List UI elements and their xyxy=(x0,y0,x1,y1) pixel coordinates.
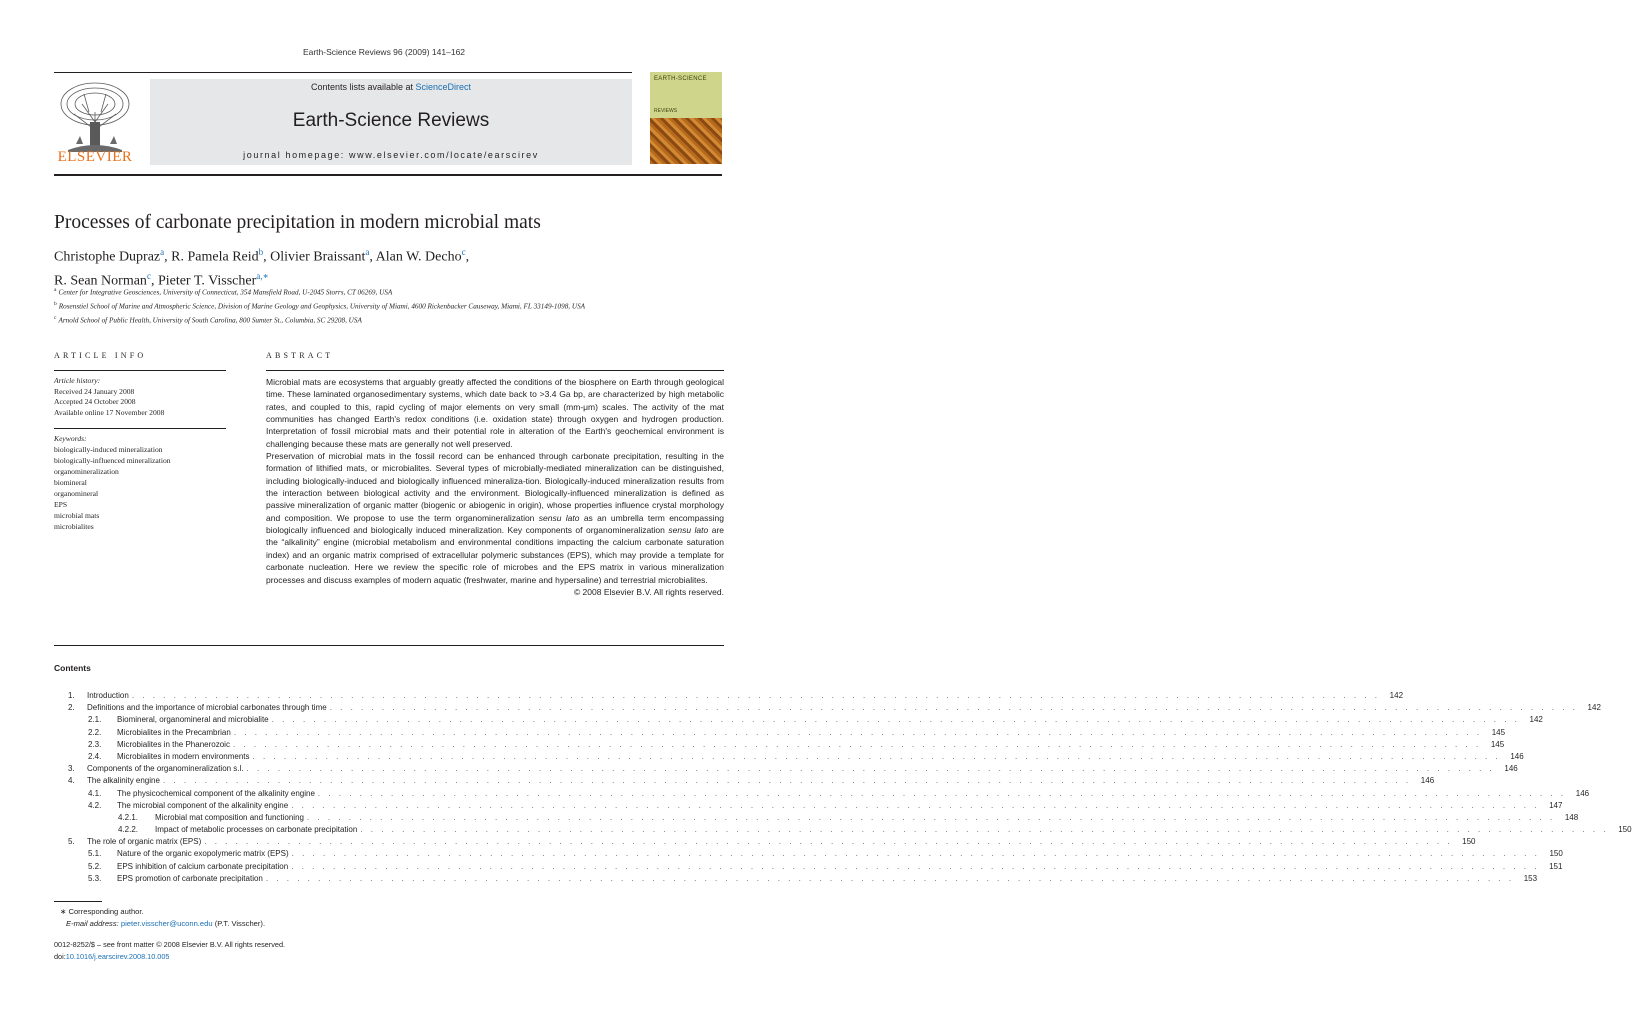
article-history xyxy=(54,376,226,418)
doi-prefix: doi: xyxy=(54,951,66,961)
toc-page-number: 142 xyxy=(1587,703,1601,713)
toc-title: Microbialites in modern environments xyxy=(117,751,250,761)
footnote-rule xyxy=(54,901,102,902)
toc-page-number: 146 xyxy=(1504,764,1518,774)
toc-title: The physicochemical component of the alkalinity engine xyxy=(117,788,315,798)
abstract-text: Preservation of microbial mats in the fossil record can be enhanced through carbonate precipitation, resulting in the formation of lithified mats, or microbialites. Several types of microbially-mediated mineralization can be distinguished, including biologically-induced and biologically influenced mineraliza-tion. Biologically-induced mineralization results from the interaction between biological activity and the environment. Biologically-influenced mineralization is defined as passive mineralization of organic matter (biogenic or abiogenic in origin), whose properties influence crystal morphology and composition. We propose to use the term organomineralization xyxy=(266,451,724,523)
toc-entry[interactable] xyxy=(54,751,1524,763)
author: Christophe Dupraz xyxy=(54,249,161,265)
article-info-heading: ARTICLE INFO xyxy=(54,351,147,360)
abstract-heading: ABSTRACT xyxy=(266,351,334,360)
abstract-copyright: © 2008 Elsevier B.V. All rights reserved. xyxy=(573,586,724,597)
abstract-paragraph-1: Microbial mats are ecosystems that arguably greatly affected the conditions of the biosphere on Earth through geological time. These laminated organosedimentary systems, which date back to >3.4 Ga bp, are characterized by high metabolic rates, and coupled to this, rapid cycling of major elements on very small (mm-μm) scales. The activity of the mat communities has changed Earth's redox conditions (i.e. oxidation state) through oxygen and hydrogen production. Interpretation of fossil microbial mats and their potential role in alteration of the Earth's geochemical environment is challenging because these mats are generally not well preserved. xyxy=(266,377,724,449)
toc-title: Microbialites in the Precambrian xyxy=(117,727,231,737)
toc-number: 4.2. xyxy=(88,800,102,810)
journal-homepage[interactable]: journal homepage: www.elsevier.com/locate/earscirev xyxy=(243,150,539,160)
toc-title: EPS inhibition of calcium carbonate precipitation xyxy=(117,861,289,871)
toc-title: Definitions and the importance of microbial carbonates through time xyxy=(87,703,327,713)
toc-number: 5.3. xyxy=(88,873,102,883)
toc-entry[interactable] xyxy=(54,690,1404,702)
abstract-text: are the “alkalinity” engine (microbial metabolism and environmental conditions impacting the calcium carbonate saturation index) and an organic matrix comprised of extracellular polymeric substances (EPS), which may provide a template for carbonate nucleation. Here we review the specific role of microbes and the EPS matrix in various mineralization processes and discuss examples of modern aquatic (freshwater, marine and hypersaline) and terrestrial microbialites. xyxy=(266,525,725,585)
toc-page-number: 147 xyxy=(1549,800,1563,810)
affiliation xyxy=(54,313,585,327)
toc-entry[interactable] xyxy=(54,848,1563,860)
header-rule-bottom xyxy=(54,174,722,176)
toc-page-number: 151 xyxy=(1549,861,1563,871)
toc-entry[interactable] xyxy=(54,788,1590,800)
toc-title: Biomineral, organomineral and microbialite xyxy=(117,715,269,725)
author-affiliation-mark[interactable]: c xyxy=(461,247,466,257)
author-affiliation-mark[interactable]: c xyxy=(146,270,151,281)
article-info-rule xyxy=(54,370,226,371)
affiliations xyxy=(54,285,585,327)
keyword: biologically-influenced mineralization xyxy=(54,456,171,465)
toc-leader: . . . . . . . . . . . . . . . . . . . . . . . . . . . . . . . . . . . . . . . . . . . . . . . . . . . . . . . . . . . . . . . . . . . . . . . . . . . . . . . . . . . . . . . . . . . . . . . . . . . . . . . . . . . . . . . . . . . . . . . . xyxy=(306,812,1556,822)
toc-title: Components of the organomineralization s.l. xyxy=(87,764,244,774)
toc-number: 2.1. xyxy=(88,715,102,725)
affiliation-mark: a xyxy=(54,287,57,293)
corresponding-author-note: ∗ Corresponding author. xyxy=(60,907,144,916)
author: R. Pamela Reid xyxy=(171,249,259,265)
authors-line-2: R. Sean Norman$^c$, Pieter T. Visscher$^{a,∗}$ xyxy=(54,270,269,289)
keyword: organomineralization xyxy=(54,467,119,476)
issn-line: 0012-8252/$ – see front matter © 2008 Elsevier B.V. All rights reserved. xyxy=(54,940,286,949)
toc-number: 5.1. xyxy=(88,849,102,859)
toc-title: Impact of metabolic processes on carbonate precipitation xyxy=(155,825,358,835)
abstract-rule xyxy=(266,370,724,371)
elsevier-wordmark: ELSEVIER xyxy=(57,149,133,165)
toc-number: 2. xyxy=(68,703,75,713)
keyword: microbialites xyxy=(54,522,94,531)
abstract-italic: sensu lato xyxy=(668,525,709,536)
toc-page-number: 145 xyxy=(1490,739,1505,749)
toc-page-number: 146 xyxy=(1510,751,1524,761)
authors-line-1: Christophe Dupraz$^a$, R. Pamela Reid$^b$, Olivier Braissant$^a$, Alan W. Decho$^c$, xyxy=(54,247,470,265)
toc-leader: . . . . . . . . . . . . . . . . . . . . . . . . . . . . . . . . . . . . . . . . . . . . . . . . . . . . . . . . . . . . . . . . . . . . . . . . . . . . . . . . . . . . . . . . . . . . . . . . . . . . . . . . . . . . . . . . . . . . . . . . xyxy=(162,776,1412,786)
history-online: Available online 17 November 2008 xyxy=(54,407,165,417)
toc-title: Microbial mat composition and functioning xyxy=(155,812,304,822)
affiliation-text: Rosenstiel School of Marine and Atmospheric Science, Division of Marine Geology and Geophysics, University of Miami, 4600 Rickenbacker Causeway, Miami, FL 33149-1098, USA xyxy=(58,302,586,311)
doi-link[interactable]: 10.1016/j.earscirev.2008.10.005 xyxy=(65,951,170,961)
toc-page-number: 150 xyxy=(1618,825,1632,835)
affiliation xyxy=(54,285,585,299)
contents-heading: Contents xyxy=(54,663,91,673)
toc-title: Nature of the organic exopolymeric matrix (EPS) xyxy=(117,849,289,859)
toc-number: 4.2.2. xyxy=(118,825,139,835)
email-note xyxy=(54,918,265,930)
toc-leader: . . . . . . . . . . . . . . . . . . . . . . . . . . . . . . . . . . . . . . . . . . . . . . . . . . . . . . . . . . . . . . . . . . . . . . . . . . . . . . . . . . . . . . . . . . . . . . . . . . . . . . . . . . . . . . . . . . . . . . . . xyxy=(329,703,1578,713)
history-label: Article history: xyxy=(54,376,101,385)
abstract-body xyxy=(266,376,724,598)
abstract-paragraph-2 xyxy=(266,450,724,586)
toc-page-number: 145 xyxy=(1491,727,1506,737)
affiliation-text: Center for Integrative Geosciences, University of Connecticut, 354 Mansfield Road, U-2045 Storrs, CT 06269, USA xyxy=(58,288,393,297)
toc-entry[interactable] xyxy=(54,800,1563,812)
abstract-end-rule xyxy=(54,645,724,646)
doi-line xyxy=(54,951,285,963)
keyword: organomineral xyxy=(54,489,99,498)
toc-leader: . . . . . . . . . . . . . . . . . . . . . . . . . . . . . . . . . . . . . . . . . . . . . . . . . . . . . . . . . . . . . . . . . . . . . . . . . . . . . . . . . . . . . . . . . . . . . . . . . . . . . . . . . . . . . . . . . . . . . . . . xyxy=(360,825,1609,835)
author: Pieter T. Visscher xyxy=(157,273,257,289)
toc-entry[interactable] xyxy=(54,714,1543,726)
toc-page-number: 142 xyxy=(1389,691,1404,700)
toc-title: Microbialites in the Phanerozoic xyxy=(117,739,230,749)
affiliation-mark: c xyxy=(54,314,57,321)
toc-title: The microbial component of the alkalinity engine xyxy=(117,800,289,810)
author-affiliation-mark[interactable]: b xyxy=(258,247,264,257)
header-rule-top xyxy=(54,72,632,73)
toc-title: Introduction xyxy=(87,691,129,700)
issn-block xyxy=(54,939,285,962)
keyword: biologically-induced mineralization xyxy=(54,445,163,454)
toc-number: 4.1. xyxy=(88,788,102,798)
toc-leader: . . . . . . . . . . . . . . . . . . . . . . . . . . . . . . . . . . . . . . . . . . . . . . . . . . . . . . . . . . . . . . . . . . . . . . . . . . . . . . . . . . . . . . . . . . . . . . . . . . . . . . . . . . . . . . . . . . . . . . . . xyxy=(131,691,1381,700)
history-received: Received 24 January 2008 xyxy=(54,386,135,396)
cover-title: EARTH-SCIENCE xyxy=(654,76,707,82)
author: R. Sean Norman xyxy=(54,273,147,289)
table-of-contents xyxy=(54,690,1632,885)
contents-line xyxy=(150,82,632,92)
author: Olivier Braissant xyxy=(270,249,366,265)
toc-number: 2.3. xyxy=(88,739,102,749)
toc-entry[interactable] xyxy=(54,824,1632,836)
toc-page-number: 150 xyxy=(1549,849,1563,859)
author-affiliation-mark[interactable]: a xyxy=(365,247,370,257)
toc-entry[interactable] xyxy=(54,739,1505,751)
author-affiliation-mark[interactable]: a xyxy=(160,247,165,257)
toc-number: 2.2. xyxy=(88,727,102,737)
journal-title: Earth-Science Reviews xyxy=(292,110,490,131)
toc-leader: . . . . . . . . . . . . . . . . . . . . . . . . . . . . . . . . . . . . . . . . . . . . . . . . . . . . . . . . . . . . . . . . . . . . . . . . . . . . . . . . . . . . . . . . . . . . . . . . . . . . . . . . . . . . . . . . . . . . . . . . xyxy=(246,764,1495,774)
abstract-italic: sensu lato xyxy=(538,512,580,523)
contents-prefix: Contents lists available at xyxy=(310,82,416,92)
toc-entry[interactable] xyxy=(54,775,1435,787)
toc-entry[interactable] xyxy=(54,836,1476,848)
toc-leader: . . . . . . . . . . . . . . . . . . . . . . . . . . . . . . . . . . . . . . . . . . . . . . . . . . . . . . . . . . . . . . . . . . . . . . . . . . . . . . . . . . . . . . . . . . . . . . . . . . . . . . . . . . . . . . . . . . . . . . . . xyxy=(291,861,1540,871)
affiliation-text: Arnold School of Public Health, University of South Carolina, 800 Sumter St., Columbia, SC 29208, USA xyxy=(58,316,362,325)
keywords xyxy=(54,433,226,532)
abstract-text: as an umbrella term encompassing biologically influenced and biologically induced mineralization. Key components of organomineralization xyxy=(266,512,725,536)
toc-page-number: 146 xyxy=(1420,776,1435,786)
toc-number: 5. xyxy=(68,837,75,847)
affiliation-mark: b xyxy=(54,300,57,307)
toc-number: 1. xyxy=(68,691,75,700)
keywords-label: Keywords: xyxy=(54,434,87,443)
toc-page-number: 150 xyxy=(1462,837,1476,847)
footnotes xyxy=(54,906,265,929)
toc-number: 3. xyxy=(68,764,75,774)
affiliation xyxy=(54,299,585,313)
toc-page-number: 146 xyxy=(1575,788,1590,798)
email-suffix: (P.T. Visscher). xyxy=(212,918,266,928)
toc-leader: . . . . . . . . . . . . . . . . . . . . . . . . . . . . . . . . . . . . . . . . . . . . . . . . . . . . . . . . . . . . . . . . . . . . . . . . . . . . . . . . . . . . . . . . . . . . . . . . . . . . . . . . . . . . . . . . . . . . . . . . xyxy=(265,873,1515,883)
toc-title: The alkalinity engine xyxy=(87,776,160,786)
toc-leader: . . . . . . . . . . . . . . . . . . . . . . . . . . . . . . . . . . . . . . . . . . . . . . . . . . . . . . . . . . . . . . . . . . . . . . . . . . . . . . . . . . . . . . . . . . . . . . . . . . . . . . . . . . . . . . . . . . . . . . . . xyxy=(252,751,1501,761)
toc-number: 4.2.1. xyxy=(118,812,139,822)
toc-number: 5.2. xyxy=(88,861,102,871)
journal-cover-image xyxy=(650,72,722,164)
sciencedirect-link[interactable]: ScienceDirect xyxy=(415,82,472,92)
author-affiliation-mark[interactable]: a,∗ xyxy=(256,270,269,281)
toc-page-number: 148 xyxy=(1564,812,1579,822)
toc-title: EPS promotion of carbonate precipitation xyxy=(117,873,263,883)
toc-leader: . . . . . . . . . . . . . . . . . . . . . . . . . . . . . . . . . . . . . . . . . . . . . . . . . . . . . . . . . . . . . . . . . . . . . . . . . . . . . . . . . . . . . . . . . . . . . . . . . . . . . . . . . . . . . . . . . . . . . . . . xyxy=(232,739,1482,749)
email-link[interactable]: pieter.visscher@uconn.edu xyxy=(120,918,213,928)
toc-leader: . . . . . . . . . . . . . . . . . . . . . . . . . . . . . . . . . . . . . . . . . . . . . . . . . . . . . . . . . . . . . . . . . . . . . . . . . . . . . . . . . . . . . . . . . . . . . . . . . . . . . . . . . . . . . . . . . . . . . . . . xyxy=(291,800,1540,810)
toc-title: The role of organic matrix (EPS) xyxy=(87,837,202,847)
toc-entry[interactable] xyxy=(54,873,1538,885)
toc-number: 4. xyxy=(68,776,75,786)
cover-subtitle: REVIEWS xyxy=(654,108,678,114)
author: Alan W. Decho xyxy=(375,249,462,265)
article-title: Processes of carbonate precipitation in modern microbial mats xyxy=(54,212,541,233)
toc-number: 2.4. xyxy=(88,751,102,761)
toc-page-number: 142 xyxy=(1529,715,1543,725)
running-head: Earth-Science Reviews 96 (2009) 141–162 xyxy=(302,47,466,57)
toc-entry[interactable] xyxy=(54,763,1518,775)
email-label: E-mail address: xyxy=(66,918,121,928)
toc-leader: . . . . . . . . . . . . . . . . . . . . . . . . . . . . . . . . . . . . . . . . . . . . . . . . . . . . . . . . . . . . . . . . . . . . . . . . . . . . . . . . . . . . . . . . . . . . . . . . . . . . . . . . . . . . . . . . . . . . . . . . xyxy=(317,788,1567,798)
toc-leader: . . . . . . . . . . . . . . . . . . . . . . . . . . . . . . . . . . . . . . . . . . . . . . . . . . . . . . . . . . . . . . . . . . . . . . . . . . . . . . . . . . . . . . . . . . . . . . . . . . . . . . . . . . . . . . . . . . . . . . . . xyxy=(233,727,1483,737)
keyword: biomineral xyxy=(54,478,87,487)
toc-entry[interactable] xyxy=(54,727,1506,739)
keyword: microbial mats xyxy=(54,511,100,520)
toc-leader: . . . . . . . . . . . . . . . . . . . . . . . . . . . . . . . . . . . . . . . . . . . . . . . . . . . . . . . . . . . . . . . . . . . . . . . . . . . . . . . . . . . . . . . . . . . . . . . . . . . . . . . . . . . . . . . . . . . . . . . . xyxy=(204,837,1453,847)
keywords-rule xyxy=(54,428,226,429)
history-accepted: Accepted 24 October 2008 xyxy=(54,397,136,407)
toc-leader: . . . . . . . . . . . . . . . . . . . . . . . . . . . . . . . . . . . . . . . . . . . . . . . . . . . . . . . . . . . . . . . . . . . . . . . . . . . . . . . . . . . . . . . . . . . . . . . . . . . . . . . . . . . . . . . . . . . . . . . . xyxy=(291,849,1540,859)
keyword: EPS xyxy=(54,500,68,509)
toc-leader: . . . . . . . . . . . . . . . . . . . . . . . . . . . . . . . . . . . . . . . . . . . . . . . . . . . . . . . . . . . . . . . . . . . . . . . . . . . . . . . . . . . . . . . . . . . . . . . . . . . . . . . . . . . . . . . . . . . . . . . . xyxy=(271,715,1520,725)
toc-page-number: 153 xyxy=(1523,873,1538,883)
toc-entry[interactable] xyxy=(54,702,1601,714)
author-list xyxy=(54,243,469,290)
toc-entry[interactable] xyxy=(54,812,1579,824)
toc-entry[interactable] xyxy=(54,861,1563,873)
